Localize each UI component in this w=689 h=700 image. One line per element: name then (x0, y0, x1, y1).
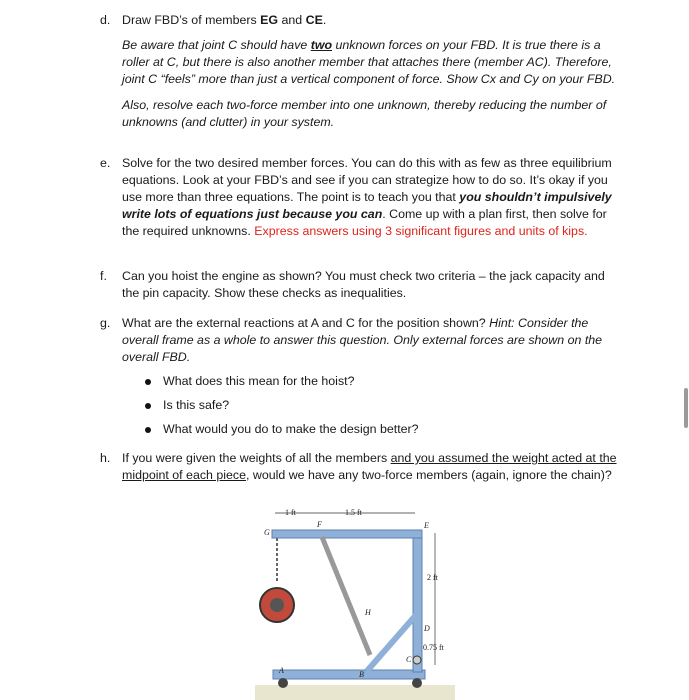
wheel-icon (412, 678, 422, 688)
dim-right-lower: 0.75 ft (423, 643, 444, 652)
item-h (100, 450, 110, 467)
post-member (413, 530, 422, 672)
base-beam (273, 670, 425, 679)
item-d-para1: Be aware that joint C should have two unknown forces on your FBD. It is true there is a roller at C, but there is also another member that attaches there (member AC). Therefore, joint C “feels” more than just a vertical component of force. Show Cx and Cy on your FBD. (122, 38, 616, 86)
point-f-label: F (317, 520, 322, 529)
engine-hub-icon (270, 598, 284, 612)
item-label: d. (100, 13, 111, 27)
item-e (100, 155, 110, 172)
scroll-thumb[interactable] (684, 388, 688, 428)
point-g-label: G (264, 528, 270, 537)
item-g-body (122, 315, 622, 366)
roller-c-icon (413, 656, 421, 664)
item-g (100, 315, 110, 332)
bullet-icon (145, 403, 151, 409)
item-f-text: Can you hoist the engine as shown? You must check two criteria – the jack capacity and the pin capacity. Show these checks as inequalities. (122, 269, 605, 300)
point-a-label: A (279, 666, 284, 675)
boom-member (272, 530, 422, 538)
item-f (100, 268, 107, 285)
item-d-body (122, 12, 622, 131)
dim-top-right: 1.5 ft (345, 508, 362, 517)
dim-right-upper: 2 ft (427, 573, 438, 582)
item-label: g. (100, 316, 111, 330)
point-d-label: D (424, 624, 430, 633)
point-e-label: E (424, 521, 429, 530)
point-c-label: C (406, 655, 412, 664)
item-g-text: What are the external reactions at A and C for the position shown? Hint: Consider the overall frame as a whole to answer this question. Only external forces are shown on the overall FBD. (122, 316, 603, 364)
item-f-body (122, 268, 622, 302)
item-h-body (122, 450, 622, 484)
item-d-title: Draw FBD’s of members EG and CE. (122, 13, 327, 27)
item-label: f. (100, 269, 107, 283)
item-d (100, 12, 110, 29)
scrollbar[interactable] (683, 0, 689, 700)
jack-cylinder (322, 537, 370, 655)
wheel-icon (278, 678, 288, 688)
item-h-text: If you were given the weights of all the members and you assumed the weight acted at the midpoint of each piece, would we have any two-force members (again, ignore the chain)? (122, 451, 617, 482)
point-b-label: B (359, 670, 364, 679)
dim-top-left: 1 ft (285, 508, 296, 517)
engine-hoist-figure (255, 505, 455, 700)
bullet-icon (145, 427, 151, 433)
item-d-para2: Also, resolve each two-force member into one unknown, thereby reducing the number of unknowns (and clutter) in your system. (122, 98, 607, 129)
item-e-text: Solve for the two desired member forces. You can do this with as few as three equilibrium equations. Look at your FBD’s and see if you can strategize how to do so. It’s okay if you use more than three equations. The point is to teach you that you shouldn’t impulsively write lots of equations just because you can. Come up with a plan first, then solve for the required unknowns. Express answers using 3 significant figures and units of kips. (122, 156, 612, 238)
bullet-icon (145, 379, 151, 385)
item-label: e. (100, 156, 111, 170)
item-label: h. (100, 451, 111, 465)
item-e-body (122, 155, 622, 240)
point-h-label: H (365, 608, 371, 617)
